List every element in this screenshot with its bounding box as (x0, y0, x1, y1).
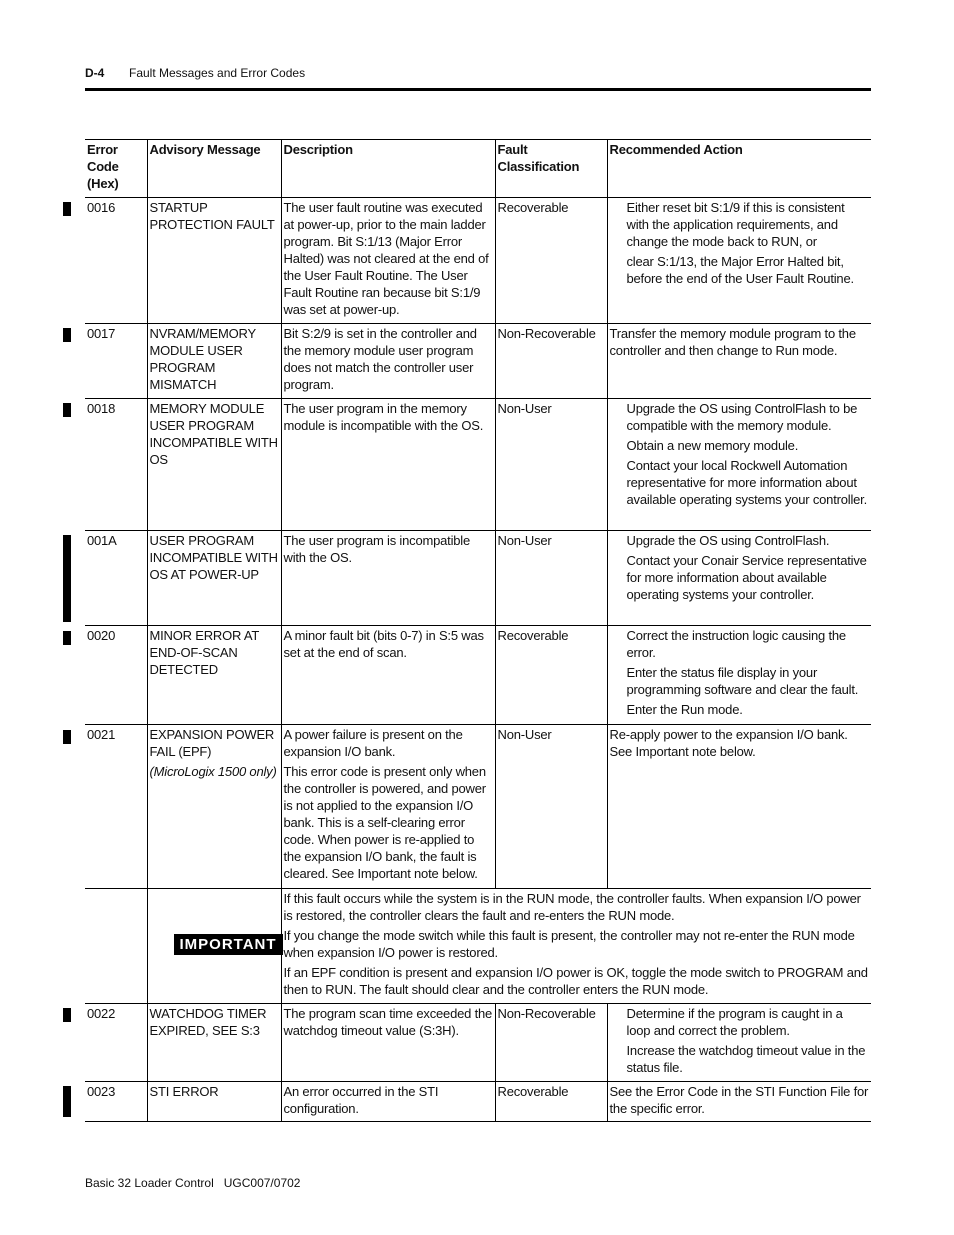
table-row (85, 1004, 871, 1082)
error-code: 0021 (85, 725, 147, 889)
recommended-action: Either reset bit S:1/9 if this is consistent with the application requirements, and change the mode back to RUN, or clear S:1/13, the Major Error Halted bit, before the end of the User Fault Routine. (607, 198, 871, 324)
error-code: 0023 (85, 1082, 147, 1122)
change-bar (63, 403, 71, 417)
table-row (85, 725, 871, 889)
table-row (85, 531, 871, 626)
fault-classification: Recoverable (495, 1082, 607, 1122)
fault-classification: Recoverable (495, 198, 607, 324)
fault-classification: Non-User (495, 399, 607, 531)
message-note: (MicroLogix 1500 only) (149, 764, 277, 779)
change-bar (63, 1086, 71, 1117)
column-header: Fault Classification (495, 140, 607, 198)
header-rule (85, 88, 871, 91)
error-code: 0017 (85, 324, 147, 399)
description: A minor fault bit (bits 0-7) in S:5 was set at the end of scan. (281, 626, 495, 725)
advisory-message: EXPANSION POWER FAIL (EPF) (MicroLogix 1500 only) (147, 725, 281, 889)
table-header-row (85, 140, 871, 198)
recommended-action: Correct the instruction logic causing the error. Enter the status file display in your programming software and clear the fault. Enter the Run mode. (607, 626, 871, 725)
table-row (85, 324, 871, 399)
recommended-action: Re-apply power to the expansion I/O bank. See Important note below. (607, 725, 871, 889)
section-title: Fault Messages and Error Codes (129, 66, 306, 80)
table-row (85, 198, 871, 324)
description: A power failure is present on the expansion I/O bank. This error code is present only when the controller is powered, and power is not applied to the expansion I/O bank. This is a self-clearing error code. When power is re-applied to the expansion I/O bank, the fault is cleared. See Important note below. (281, 725, 495, 889)
advisory-message: STI ERROR (147, 1082, 281, 1122)
error-code: 0022 (85, 1004, 147, 1082)
description: The program scan time exceeded the watchdog timeout value (S:3H). (281, 1004, 495, 1082)
change-bar (63, 328, 71, 342)
fault-classification: Non-Recoverable (495, 1004, 607, 1082)
important-note-row (85, 889, 871, 1004)
error-code: 0018 (85, 399, 147, 531)
advisory-message: STARTUP PROTECTION FAULT (147, 198, 281, 324)
fault-classification: Recoverable (495, 626, 607, 725)
change-bar (63, 535, 71, 622)
important-label-cell (147, 889, 281, 1004)
fault-codes-table (85, 139, 871, 1122)
page-footer: Basic 32 Loader Control UGC007/0702 (85, 1176, 301, 1190)
change-bar (63, 202, 71, 216)
page-header (85, 66, 305, 80)
recommended-action: Upgrade the OS using ControlFlash. Contact your Conair Service representative for more information about available operating systems your controller. (607, 531, 871, 626)
description: The user program in the memory module is incompatible with the OS. (281, 399, 495, 531)
fault-classification: Non-User (495, 725, 607, 889)
recommended-action: Determine if the program is caught in a loop and correct the problem. Increase the watchdog timeout value in the status file. (607, 1004, 871, 1082)
recommended-action: Transfer the memory module program to the controller and then change to Run mode. (607, 324, 871, 399)
empty-cell (85, 889, 147, 1004)
table-row (85, 626, 871, 725)
table-row (85, 1082, 871, 1122)
column-header: Description (281, 140, 495, 198)
page-number: D-4 (85, 66, 105, 80)
recommended-action: See the Error Code in the STI Function File for the specific error. (607, 1082, 871, 1122)
important-note: If this fault occurs while the system is in the RUN mode, the controller faults. When expansion I/O power is restored, the controller clears the fault and re-enters the RUN mode. If you change the mode switch while this fault is present, the controller may not re-enter the RUN mode when expansion I/O power is restored. If an EPF condition is present and expansion I/O power is OK, toggle the mode switch to PROGRAM and then to RUN. The fault should clear and the controller enters the RUN mode. (281, 889, 871, 1004)
column-header: Advisory Message (147, 140, 281, 198)
advisory-message: WATCHDOG TIMER EXPIRED, SEE S:3 (147, 1004, 281, 1082)
change-bar (63, 1008, 71, 1022)
description: Bit S:2/9 is set in the controller and the memory module user program does not match the controller user program. (281, 324, 495, 399)
error-code: 0020 (85, 626, 147, 725)
advisory-message: NVRAM/MEMORY MODULE USER PROGRAM MISMATCH (147, 324, 281, 399)
table-row (85, 399, 871, 531)
description: An error occurred in the STI configuration. (281, 1082, 495, 1122)
column-header: Error Code (Hex) (85, 140, 147, 198)
recommended-action: Upgrade the OS using ControlFlash to be compatible with the memory module. Obtain a new memory module. Contact your local Rockwell Automation representative for more information about available operating systems your controller. (607, 399, 871, 531)
description: The user program is incompatible with the OS. (281, 531, 495, 626)
advisory-message: MEMORY MODULE USER PROGRAM INCOMPATIBLE WITH OS (147, 399, 281, 531)
fault-classification: Non-Recoverable (495, 324, 607, 399)
important-label: IMPORTANT (174, 934, 283, 955)
column-header: Recommended Action (607, 140, 871, 198)
description: The user fault routine was executed at power-up, prior to the main ladder program. Bit S:1/13 (Major Error Halted) was not cleared at the end of the User Fault Routine. The User Fault Routine ran because bit S:1/9 was set at power-up. (281, 198, 495, 324)
change-bar (63, 730, 71, 744)
change-bar (63, 631, 71, 645)
error-code: 0016 (85, 198, 147, 324)
fault-classification: Non-User (495, 531, 607, 626)
error-code: 001A (85, 531, 147, 626)
advisory-message: USER PROGRAM INCOMPATIBLE WITH OS AT POWER-UP (147, 531, 281, 626)
advisory-message: MINOR ERROR AT END-OF-SCAN DETECTED (147, 626, 281, 725)
